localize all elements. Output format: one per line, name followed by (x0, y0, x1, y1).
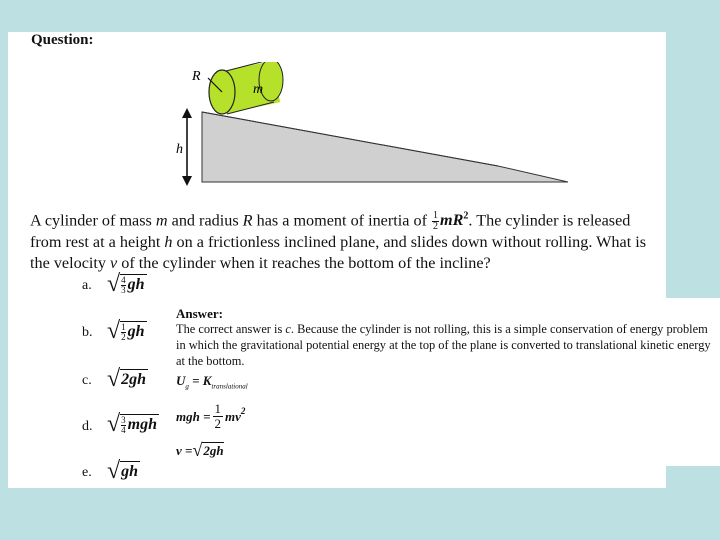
option-a-expr: √ 4 3 gh (107, 271, 145, 297)
option-b-expr: √ 1 2 gh (107, 318, 145, 344)
question-heading: Question: (31, 32, 94, 48)
label-m: m (253, 82, 264, 97)
option-e-letter: e. (82, 465, 92, 480)
moment-fraction: $\frac{1}{2}$ (433, 210, 439, 233)
option-e-expr: √ gh (107, 458, 139, 484)
cylinder (208, 62, 283, 114)
equation-kinetic: mgh = $\frac{1}{2}$ mv $^2$ (176, 401, 246, 431)
equation-energy-conservation: $U_g = K_{translational}$ (176, 373, 248, 391)
label-R: R (192, 69, 201, 84)
answer-title: Answer: (176, 306, 223, 321)
question-text: A cylinder of mass m and radius R has a moment of inertia of $\frac{1}{2}$ $mR^2$. The cylinder is released from rest at a height h on a frictionless inclined plane, and slides down without rolling. What is the velocity v of the cylinder when it reaches the bottom of the incline? (30, 210, 647, 273)
option-d-letter: d. (82, 419, 93, 434)
answer-explanation: The correct answer is c. Because the cylinder is not rolling, this is a simple conservation of energy problem in which the gravitational potential energy at the top of the plane is converted to translational kinetic energy at the bottom. (176, 322, 711, 368)
option-c-letter: c. (82, 373, 92, 388)
option-c-expr: √ 2 gh (107, 366, 147, 392)
label-h: h (176, 142, 183, 157)
option-a-letter: a. (82, 278, 92, 293)
option-d-expr: √ 3 4 mgh (107, 411, 158, 437)
height-arrow-bottom (182, 176, 192, 186)
equation-velocity: v = √ 2gh (176, 440, 224, 460)
incline-cylinder-figure (170, 62, 580, 192)
height-arrow-top (182, 108, 192, 118)
option-b-letter: b. (82, 325, 93, 340)
